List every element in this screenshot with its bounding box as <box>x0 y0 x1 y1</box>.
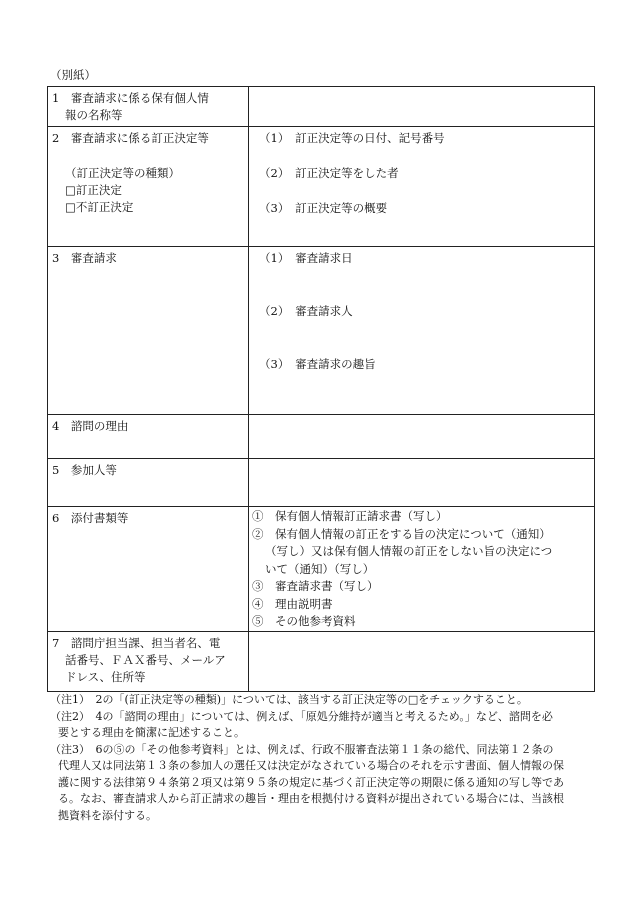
row2-label-title: 2 審査請求に係る訂正決定等 <box>52 131 209 145</box>
row3-label-cell <box>48 247 249 415</box>
row3-item-1: （1） 審査請求日 <box>259 251 353 265</box>
row2-item-1: （1） 訂正決定等の日付、記号番号 <box>259 131 445 145</box>
decision-type-heading: （訂正決定等の種類） <box>65 166 180 180</box>
note-3: （注3） 6の⑤の「その他参考資料」とは、例えば、行政不服審査法第１１条の総代、同法第１２条の <box>50 742 554 756</box>
row7-label-line2: 話番号、ＦＡＸ番号、メールア <box>65 652 226 667</box>
row3-item-3: （3） 審査請求の趣旨 <box>259 357 376 371</box>
note-2: （注2） 4の「諮問の理由」については、例えば、「原処分維持が適当と考えるため。」など、諮問を必 <box>50 709 553 723</box>
row2-item-3: （3） 訂正決定等の概要 <box>259 201 388 215</box>
correction-decision-checkbox[interactable]: □訂正決定 <box>65 183 122 197</box>
attachment-item-5: ⑤ その他参考資料 <box>252 614 356 628</box>
non-correction-decision-checkbox[interactable]: □不訂正決定 <box>65 200 134 214</box>
attachment-item-2-cont2: いて（通知）（写し） <box>265 561 375 576</box>
row1-value-cell[interactable] <box>249 87 595 127</box>
row6-label: 6 添付書類等 <box>52 511 129 525</box>
row4-label: 4 諮問の理由 <box>52 419 129 433</box>
row7-label-line3: ドレス、住所等 <box>65 669 146 684</box>
form-row-4 <box>48 415 595 459</box>
form-row-1 <box>48 87 595 127</box>
row6-label-cell <box>48 507 249 632</box>
row4-label-cell <box>48 415 249 459</box>
note-3-cont2: 護に関する法律第９４条第２項又は第９５条の規定に基づく訂正決定等の期限に係る通知の写し等であ <box>58 775 564 789</box>
row1-label-line2: 報の名称等 <box>65 108 123 122</box>
form-row-6 <box>48 507 595 632</box>
form-row-3 <box>48 247 595 415</box>
row2-item-2: （2） 訂正決定等をした者 <box>259 166 399 180</box>
note-2-cont: 要とする理由を簡潔に記述すること。 <box>58 726 245 739</box>
note-3-cont3: る。なお、審査請求人から訂正請求の趣旨・理由を根拠付ける資料が提出されている場合には、当該根 <box>58 792 564 805</box>
row7-label-line1: 7 諮問庁担当課、担当者名、電 <box>52 635 221 650</box>
row2-label-cell <box>48 127 249 247</box>
form-row-7 <box>48 631 595 691</box>
note-3-cont4: 拠資料を添付する。 <box>58 808 157 822</box>
row6-value-cell[interactable] <box>249 507 595 632</box>
row3-value-cell[interactable] <box>249 247 595 415</box>
inquiry-form-table <box>47 86 595 692</box>
row3-label: 3 審査請求 <box>52 251 117 265</box>
attachment-item-2: ② 保有個人情報の訂正をする旨の決定について（通知） <box>252 526 551 541</box>
row5-label-cell <box>48 459 249 507</box>
row1-label-line1: 1 審査請求に係る保有個人情 <box>52 91 209 105</box>
attachment-item-1: ① 保有個人情報訂正請求書（写し） <box>252 509 448 523</box>
form-row-5 <box>48 459 595 507</box>
notes-section <box>50 692 598 824</box>
note-3-cont1: 代理人又は同法第１３条の参加人の選任又は決定がなされている場合のそれを示す書面、個人情報の保 <box>58 759 564 772</box>
form-row-2 <box>48 127 595 247</box>
row7-label-cell <box>48 631 249 691</box>
attachment-item-4: ④ 理由説明書 <box>252 596 333 611</box>
row7-value-cell[interactable] <box>249 631 595 691</box>
attachment-item-3: ③ 審査請求書（写し） <box>252 579 379 593</box>
row3-item-2: （2） 審査請求人 <box>259 304 353 318</box>
row5-label: 5 参加人等 <box>52 463 117 477</box>
row2-value-cell[interactable] <box>249 127 595 247</box>
row4-value-cell[interactable] <box>249 415 595 459</box>
attachment-label: （別紙） <box>50 68 96 82</box>
row1-label-cell <box>48 87 249 127</box>
row5-value-cell[interactable] <box>249 459 595 507</box>
attachment-item-2-cont1: （写し）又は保有個人情報の訂正をしない旨の決定につ <box>265 544 553 558</box>
note-1: （注1） 2の「(訂正決定等の種類)」については、該当する訂正決定等の□をチェックすること。 <box>50 693 528 706</box>
